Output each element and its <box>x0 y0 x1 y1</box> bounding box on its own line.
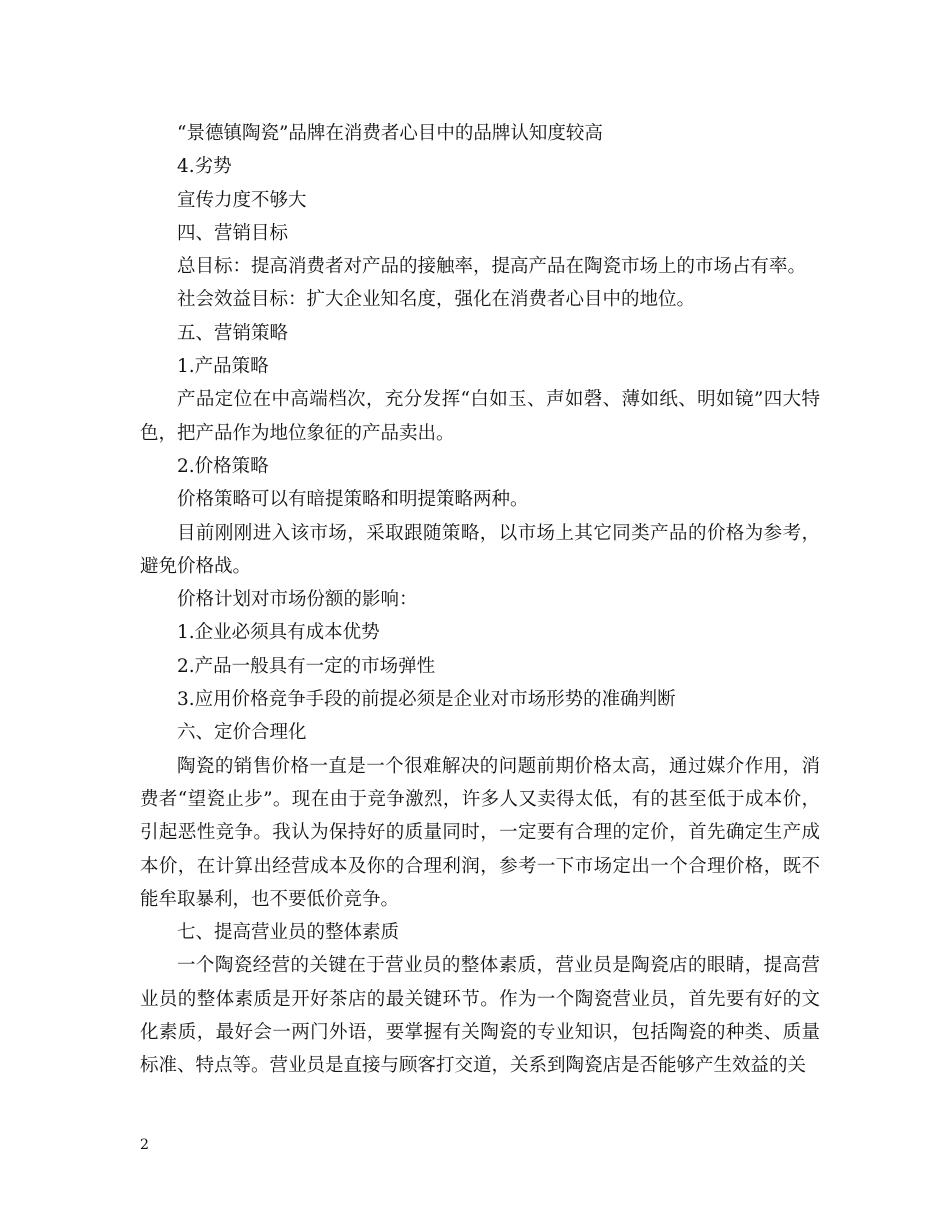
heading-price-strategy: 2.价格策略 <box>177 455 269 477</box>
heading-product-strategy: 1.产品策略 <box>177 356 269 378</box>
list-item-market-judgment: 3.应用价格竞争手段的前提必须是企业对市场形势的准确判断 <box>177 689 676 711</box>
heading-weakness: 4.劣势 <box>177 156 232 178</box>
paragraph-rational-pricing: 陶瓷的销售价格一直是一个很难解决的问题前期价格太高，通过媒介作用，消费者“望瓷止步”。现在由于竞争激烈，许多人又卖得太低，有的甚至低于成本价，引起恶性竞争。我认为保持好的质量同时，一定要有合理的定价，首先确定生产成本价，在计算出经营成本及你的合理利润，参考一下市场定出一个合理价格，既不能牟取暴利，也不要低价竞争。 <box>140 755 820 910</box>
paragraph-product-strategy: 产品定位在中高端档次，充分发挥“白如玉、声如磬、薄如纸、明如镜”四大特色，把产品作为地位象征的产品卖出。 <box>140 389 820 444</box>
paragraph-overall-goal: 总目标：提高消费者对产品的接触率，提高产品在陶瓷市场上的市场占有率。 <box>177 256 807 278</box>
page-number: 2 <box>140 1137 149 1153</box>
list-item-cost-advantage: 1.企业必须具有成本优势 <box>177 622 380 644</box>
heading-marketing-goals: 四、营销目标 <box>177 222 289 244</box>
heading-marketing-strategy: 五、营销策略 <box>177 322 289 344</box>
paragraph-brand-awareness: “景德镇陶瓷”品牌在消费者心目中的品牌认知度较高 <box>177 123 603 144</box>
list-item-market-elasticity: 2.产品一般具有一定的市场弹性 <box>177 655 436 677</box>
document-body <box>140 117 820 1083</box>
paragraph-social-goal: 社会效益目标：扩大企业知名度，强化在消费者心目中的地位。 <box>177 289 696 311</box>
paragraph-follow-strategy: 目前刚刚进入该市场，采取跟随策略，以市场上其它同类产品的价格为参考，避免价格战。 <box>140 522 820 577</box>
heading-rational-pricing: 六、定价合理化 <box>177 722 307 744</box>
paragraph-price-impact-intro: 价格计划对市场份额的影响： <box>177 589 418 611</box>
paragraph-weakness: 宣传力度不够大 <box>177 189 307 211</box>
paragraph-staff-quality: 一个陶瓷经营的关键在于营业员的整体素质，营业员是陶瓷店的眼睛，提高营业员的整体素质是开好茶店的最关键环节。作为一个陶瓷营业员，首先要有好的文化素质，最好会一两门外语，要掌握有关陶瓷的专业知识，包括陶瓷的种类、质量标准、特点等。营业员是直接与顾客打交道，关系到陶瓷店是否能够产生效益的关 <box>140 955 820 1077</box>
heading-staff-quality: 七、提高营业员的整体素质 <box>177 922 400 944</box>
paragraph-price-strategy-types: 价格策略可以有暗提策略和明提策略两种。 <box>177 489 529 511</box>
